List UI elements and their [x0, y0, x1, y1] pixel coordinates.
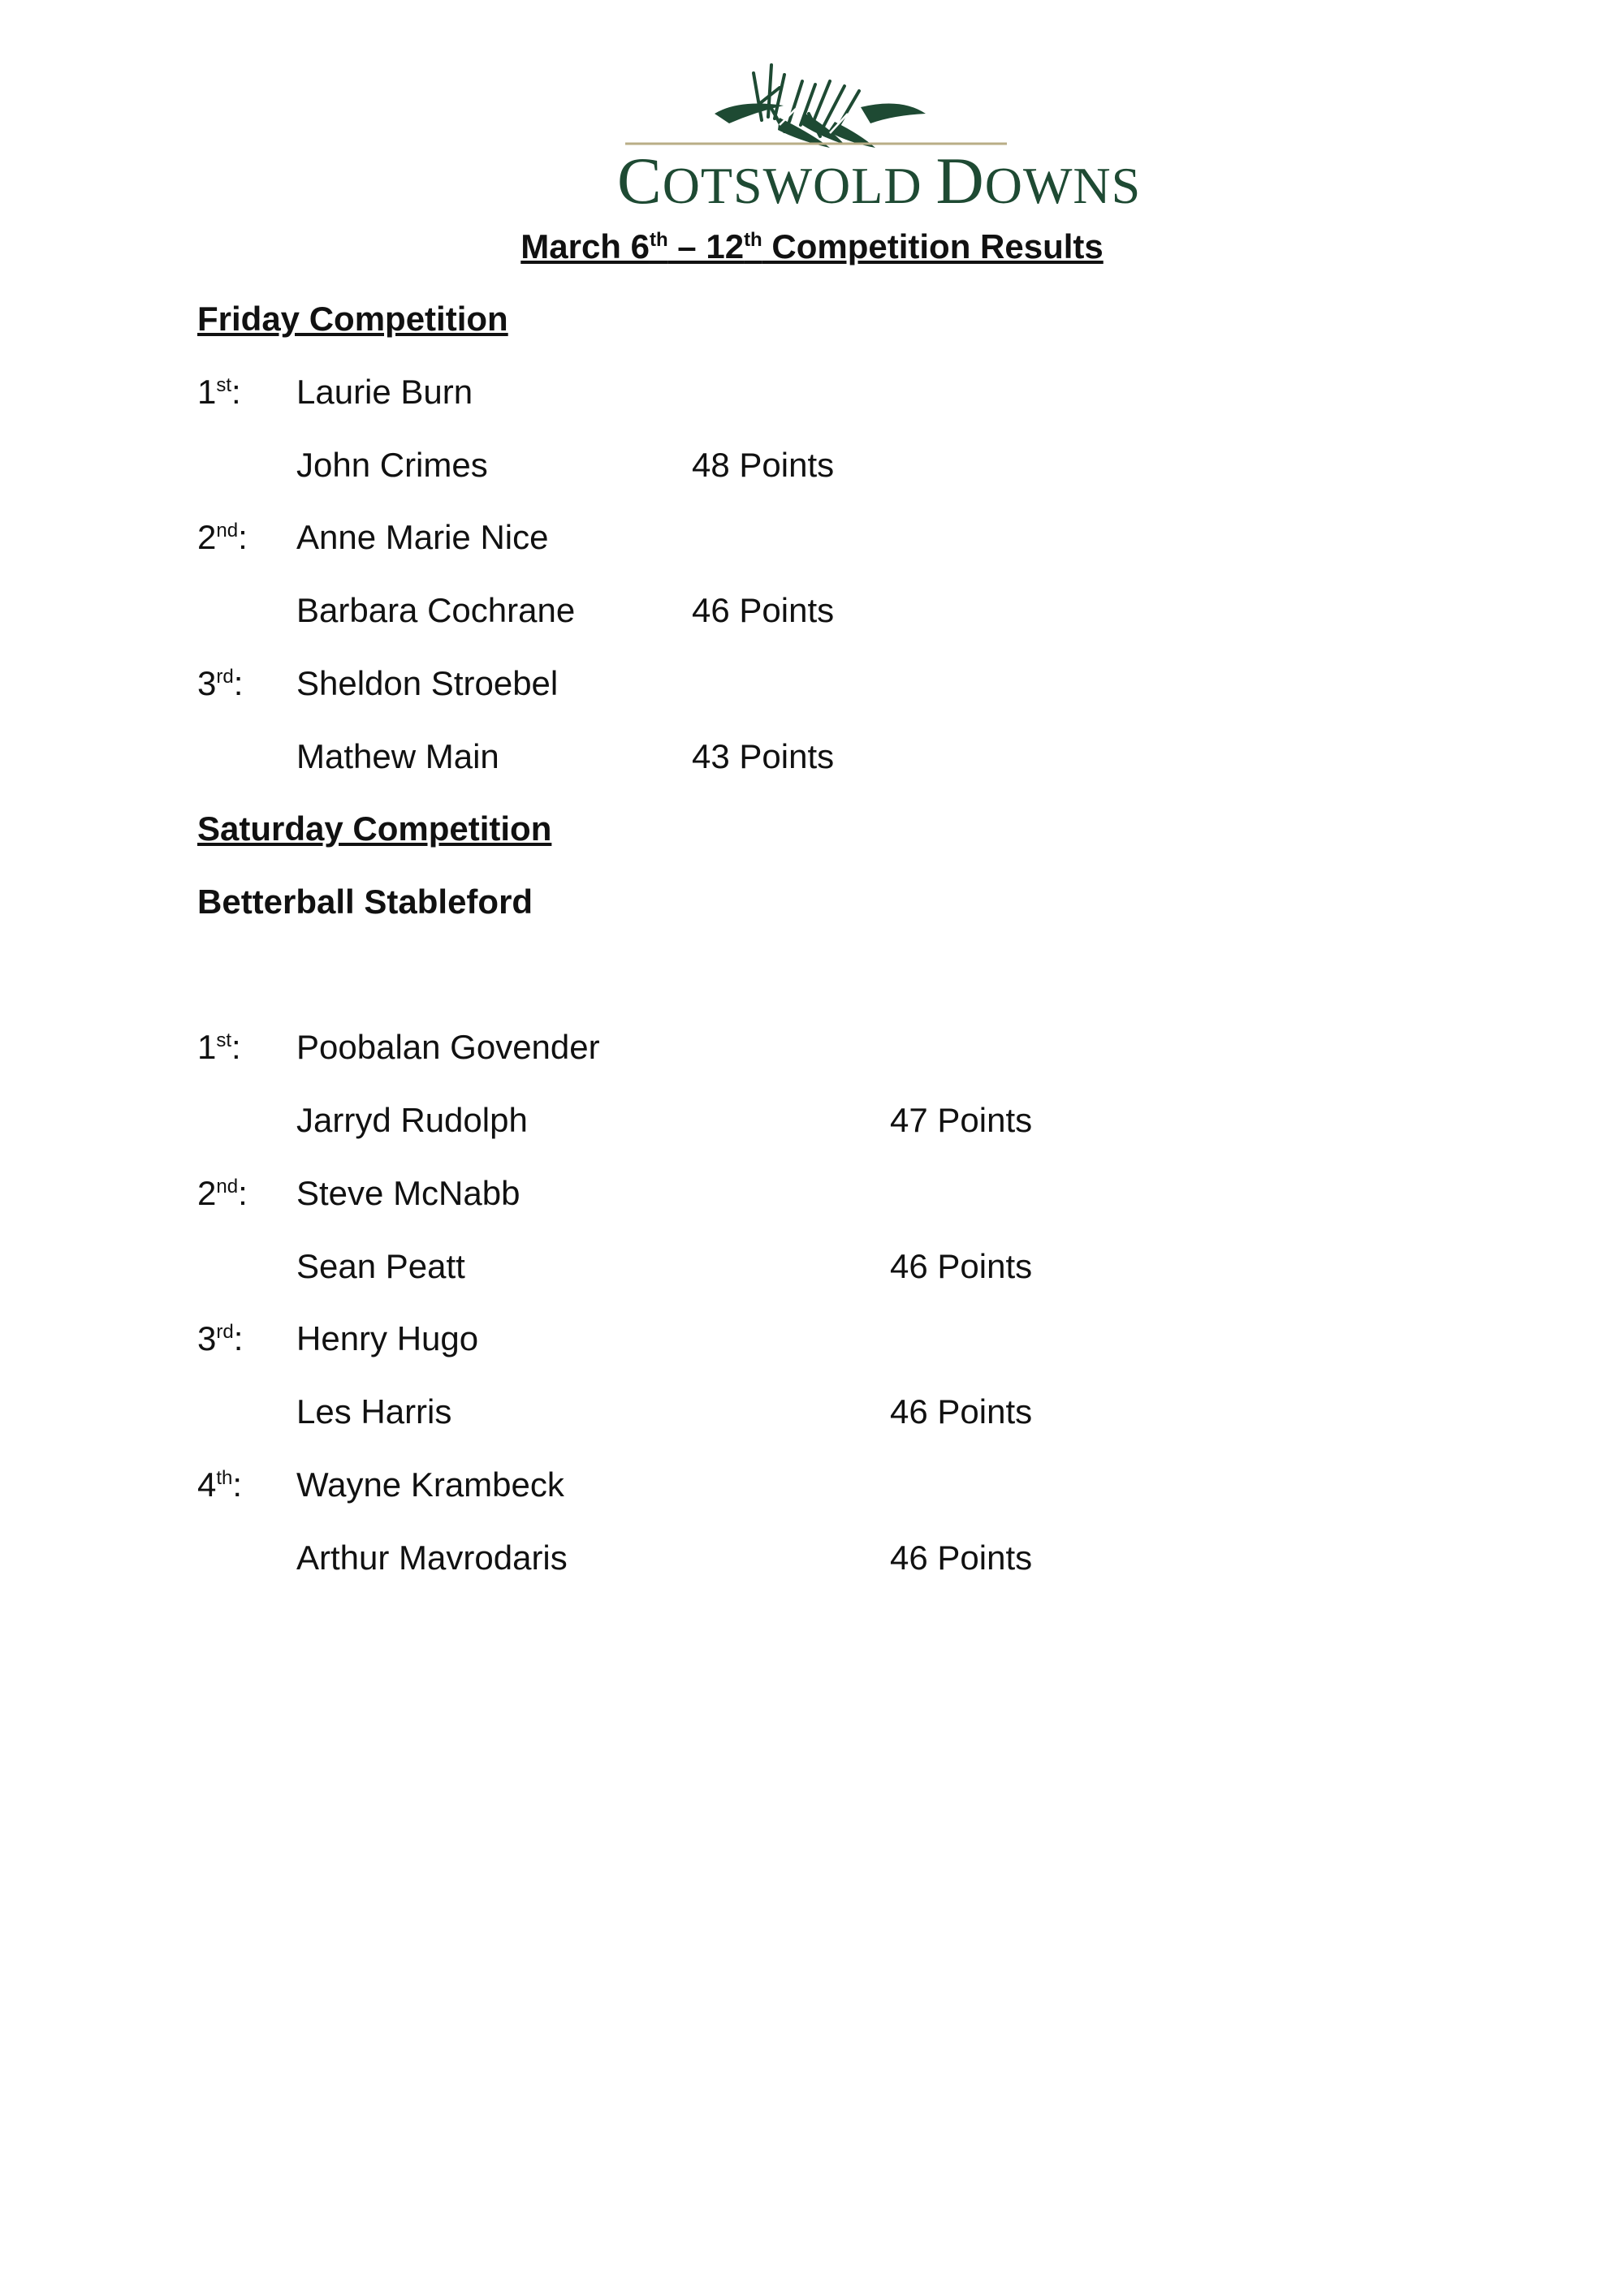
player-name: Henry Hugo: [296, 1319, 479, 1357]
player-name: Jarryd Rudolph: [296, 1101, 528, 1139]
points-value: 46 Points: [890, 1392, 1033, 1431]
saturday-result-3-row1: [0, 1314, 1624, 1363]
saturday-result-1-row1: [0, 1023, 1624, 1072]
player-name: John Crimes: [296, 446, 488, 484]
points-value: 47 Points: [890, 1101, 1033, 1139]
saturday-heading: Saturday Competition: [197, 809, 552, 848]
logo-wordmark: COTSWOLD DOWNS: [617, 144, 1142, 218]
saturday-result-4-row1: [0, 1461, 1624, 1509]
friday-heading: Friday Competition: [197, 300, 508, 338]
friday-result-2-row2: [0, 586, 1624, 635]
player-name: Anne Marie Nice: [296, 518, 549, 556]
points-value: 46 Points: [890, 1247, 1033, 1285]
player-name: Laurie Burn: [296, 373, 473, 411]
friday-result-1-row2: [0, 441, 1624, 490]
points-value: 48 Points: [692, 446, 835, 484]
page-title: March 6th – 12th Competition Results: [520, 227, 1104, 265]
points-value: 46 Points: [890, 1539, 1033, 1577]
friday-result-1-row1: [0, 368, 1624, 416]
player-name: Wayne Krambeck: [296, 1465, 564, 1504]
player-name: Poobalan Govender: [296, 1028, 600, 1066]
place-label: 1st:: [197, 373, 241, 411]
cotswold-downs-logo: [617, 57, 1142, 218]
points-value: 43 Points: [692, 737, 835, 775]
saturday-result-2-row1: [0, 1169, 1624, 1218]
place-label: 2nd:: [197, 518, 248, 556]
place-label: 4th:: [197, 1465, 243, 1504]
place-label: 2nd:: [197, 1174, 248, 1212]
saturday-result-4-row2: [0, 1534, 1624, 1582]
player-name: Mathew Main: [296, 737, 499, 775]
friday-result-2-row1: [0, 513, 1624, 562]
points-value: 46 Points: [692, 591, 835, 629]
player-name: Sean Peatt: [296, 1247, 465, 1285]
player-name: Les Harris: [296, 1392, 452, 1431]
place-label: 3rd:: [197, 664, 244, 702]
saturday-result-2-row2: [0, 1242, 1624, 1291]
palm-leaves-icon: [617, 57, 1015, 154]
saturday-result-3-row2: [0, 1388, 1624, 1436]
player-name: Barbara Cochrane: [296, 591, 576, 629]
place-label: 1st:: [197, 1028, 241, 1066]
saturday-result-1-row2: [0, 1096, 1624, 1145]
friday-result-3-row2: [0, 732, 1624, 781]
place-label: 3rd:: [197, 1319, 244, 1357]
player-name: Arthur Mavrodaris: [296, 1539, 568, 1577]
friday-result-3-row1: [0, 659, 1624, 708]
player-name: Sheldon Stroebel: [296, 664, 559, 702]
competition-format: Betterball Stableford: [197, 883, 533, 921]
player-name: Steve McNabb: [296, 1174, 520, 1212]
